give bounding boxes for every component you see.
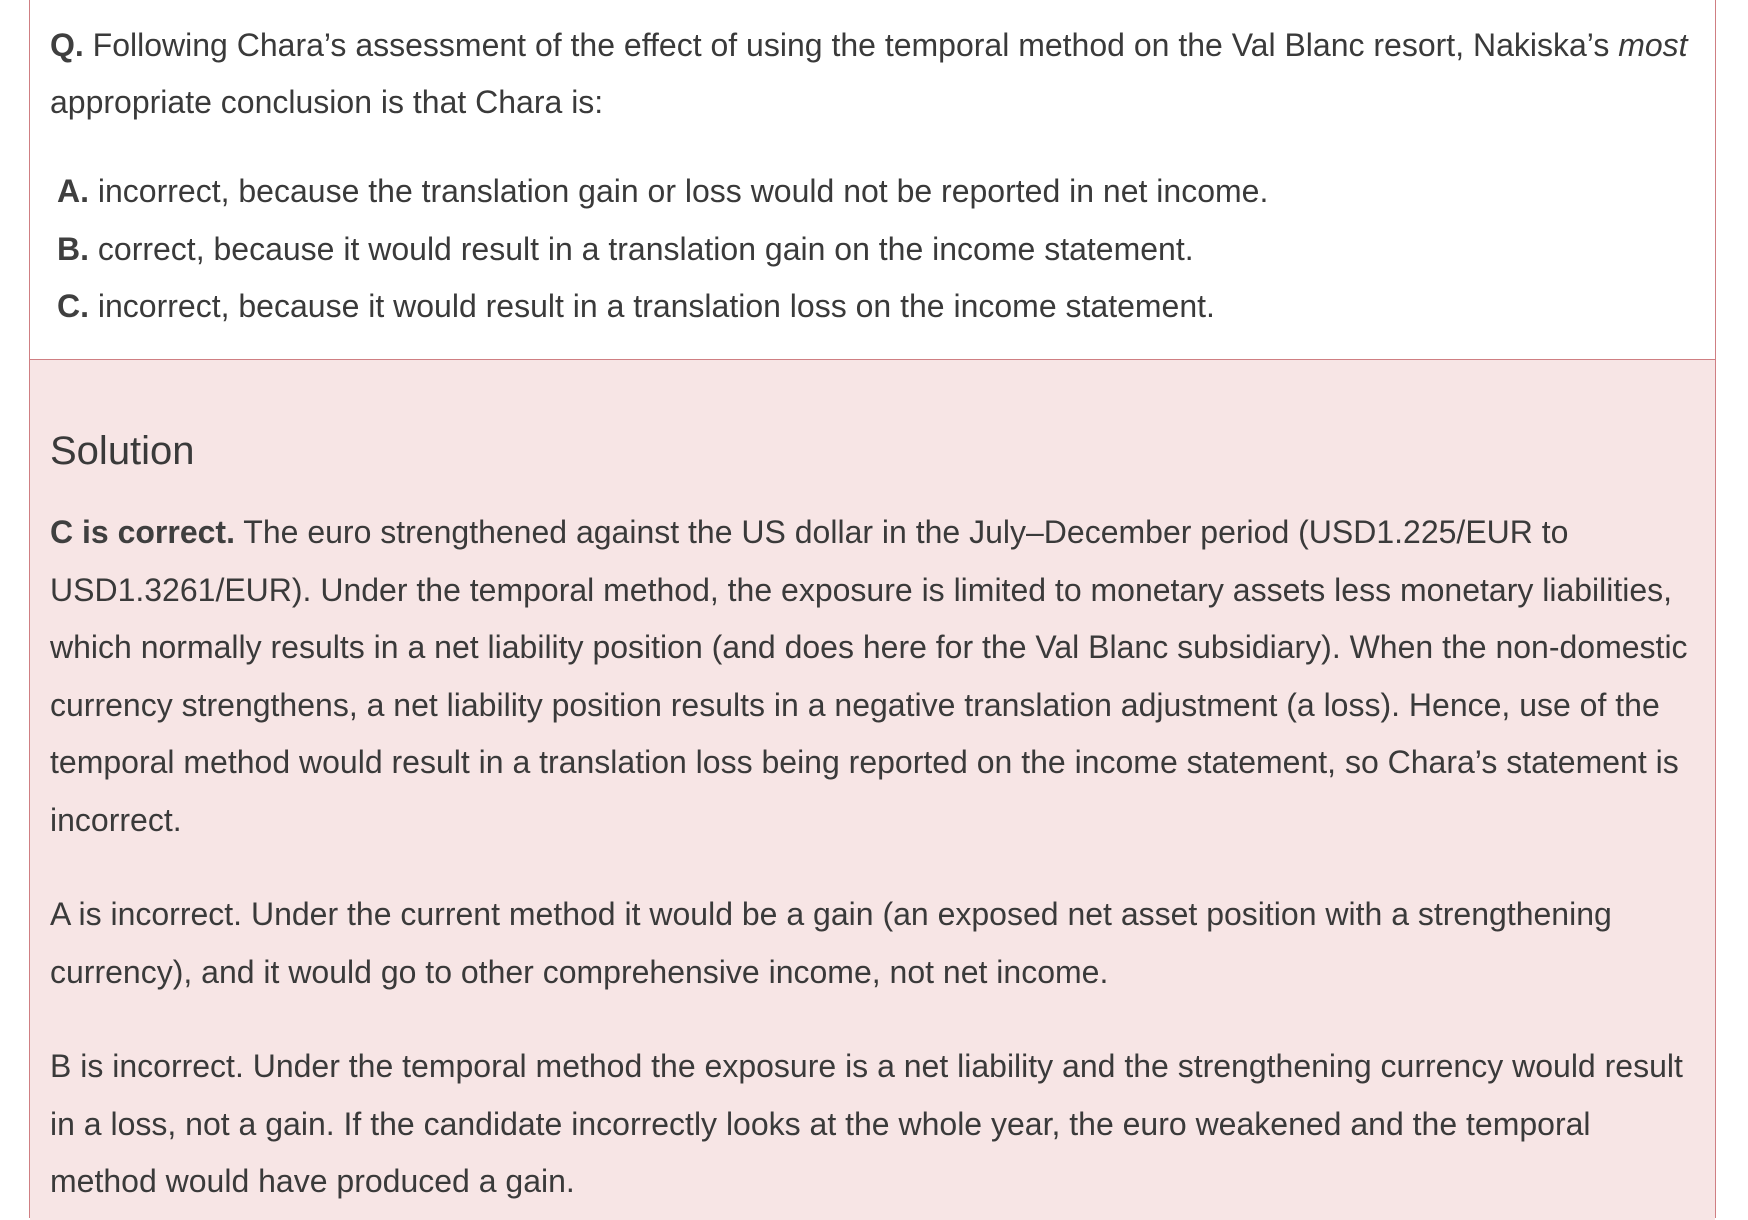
solution-section: [30, 360, 1715, 1220]
question-stem: [50, 17, 1695, 131]
question-stem-emphasis: most: [1618, 27, 1688, 63]
question-section: [30, 0, 1715, 360]
solution-option-b-explanation: B is incorrect. Under the temporal method the exposure is a net liability and the strengthening currency would result in a loss, not a gain. If the candidate incorrectly looks at the whole year, the euro weakened and the temporal method would have produced a gain.: [50, 1048, 1683, 1199]
question-stem-text: Following Chara’s assessment of the effect of using the temporal method on the Val Blanc resort, Nakiska’s: [83, 27, 1619, 63]
correct-answer-label: C is correct.: [50, 514, 235, 550]
question-label: Q.: [50, 27, 84, 63]
solution-heading: Solution: [50, 429, 195, 473]
correct-answer-text: The euro strengthened against the US dollar in the July–December period (USD1.225/EUR to USD1.3261/EUR). Under the temporal method, the exposure is limited to monetary assets less monetary liabilities, which normally results in a net liability position (and does here for the Val Blanc subsidiary). When the non-domestic currency strengthens, a net liability position results in a negative translation adjustment (a loss). Hence, use of the temporal method would result in a translation loss being reported on the income statement, so Chara’s statement is incorrect.: [50, 514, 1688, 838]
answer-options: [50, 163, 1695, 336]
question-stem-text-end: appropriate conclusion is that Chara is:: [50, 84, 604, 120]
option-text: incorrect, because the translation gain or loss would not be reported in net income.: [89, 173, 1269, 209]
option-letter: B.: [57, 230, 89, 267]
option-b[interactable]: [57, 221, 1695, 279]
option-c[interactable]: [57, 278, 1695, 336]
option-text: correct, because it would result in a translation gain on the income statement.: [89, 230, 1194, 267]
option-text: incorrect, because it would result in a translation loss on the income statement.: [89, 288, 1215, 324]
option-a[interactable]: [57, 163, 1695, 221]
option-letter: C.: [57, 288, 89, 324]
question-card: [29, 0, 1716, 1218]
solution-option-a-explanation: A is incorrect. Under the current method it would be a gain (an exposed net asset position with a strengthening currency), and it would go to other comprehensive income, not net income.: [50, 896, 1612, 990]
solution-correct-explanation: [50, 504, 1695, 849]
option-letter: A.: [57, 173, 89, 209]
